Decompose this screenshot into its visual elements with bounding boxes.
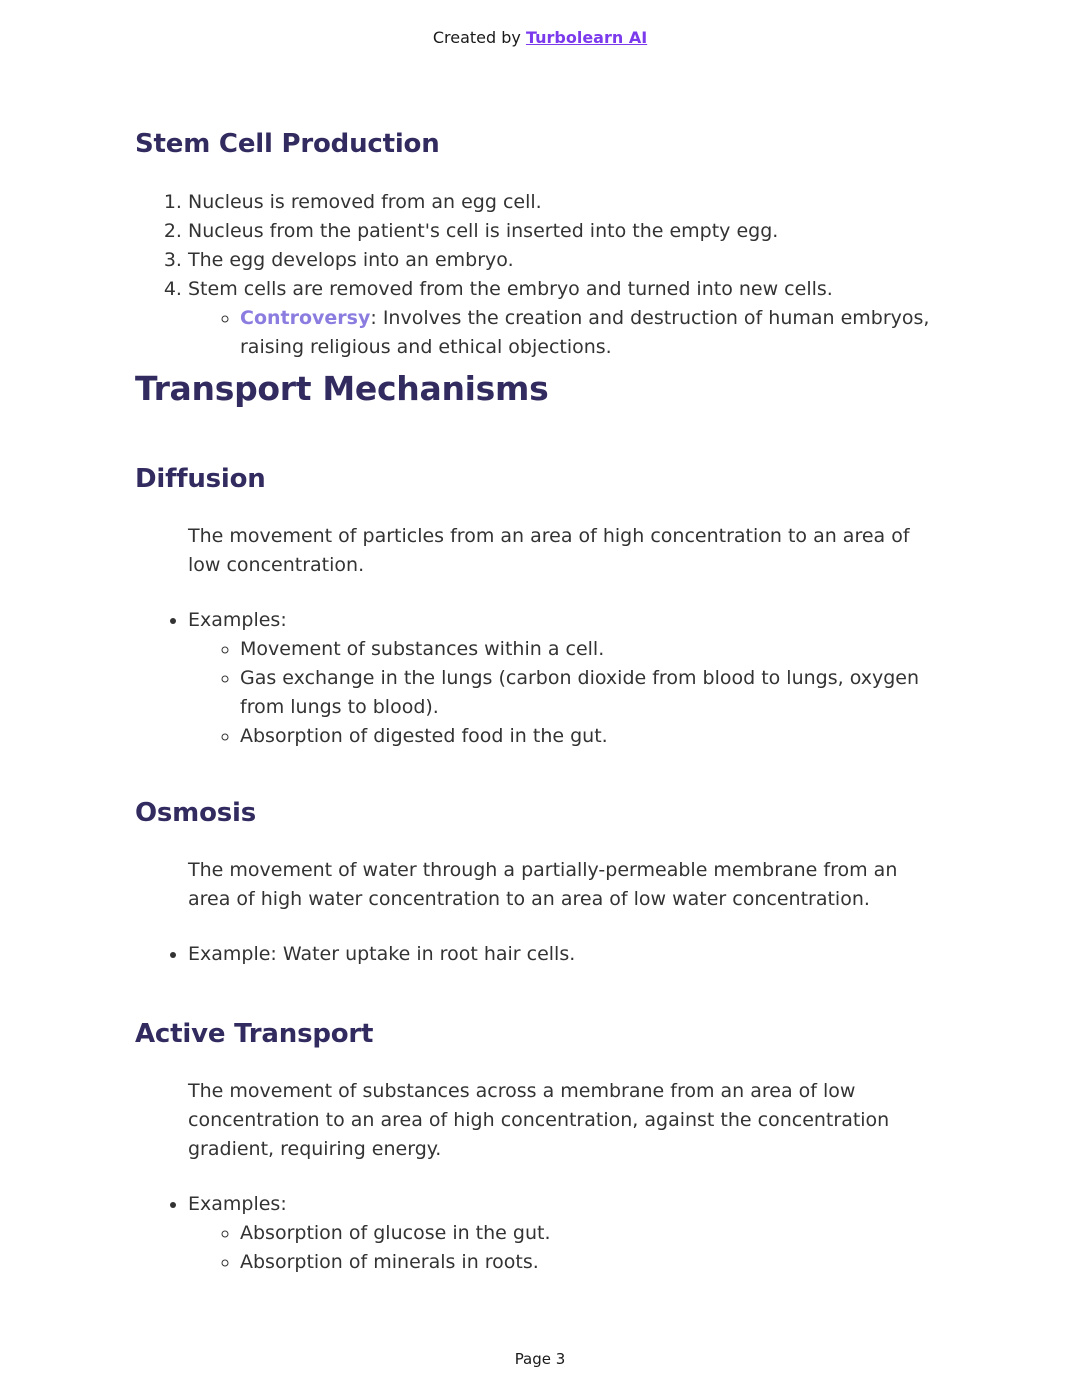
active-transport-definition: The movement of substances across a membrane from an area of low concentration to an area of high concentration, against the concentration gradient, requiring energy. xyxy=(188,1080,890,1160)
list-item xyxy=(188,940,945,969)
osmosis-definition: The movement of water through a partially-permeable membrane from an area of high water concentration to an area of low water concentration. xyxy=(188,859,898,910)
list-item xyxy=(188,188,945,217)
list-item xyxy=(240,635,940,664)
list-item-text: Absorption of minerals in roots. xyxy=(240,1251,539,1273)
controversy-label: Controversy xyxy=(240,307,371,329)
examples-label: Examples: xyxy=(188,1193,287,1215)
list-item xyxy=(240,1219,940,1248)
section-heading-stem-cell-production: Stem Cell Production xyxy=(135,129,440,159)
created-by-text: Created by xyxy=(432,28,526,47)
active-transport-examples-sublist xyxy=(188,1219,940,1277)
section-heading-osmosis: Osmosis xyxy=(135,798,256,828)
list-item xyxy=(240,1248,940,1277)
list-item-text: Stem cells are removed from the embryo and turned into new cells. xyxy=(188,278,833,300)
list-item-text: Absorption of glucose in the gut. xyxy=(240,1222,551,1244)
list-item-text: The egg develops into an embryo. xyxy=(188,249,514,271)
list-item xyxy=(240,722,940,751)
controversy-text: : Involves the creation and destruction of human embryos, raising religious and ethical objections. xyxy=(240,307,930,358)
section-heading-active-transport: Active Transport xyxy=(135,1019,374,1049)
section-heading-diffusion: Diffusion xyxy=(135,464,266,494)
list-item xyxy=(188,246,945,275)
list-item xyxy=(188,606,945,751)
list-item-text: Example: Water uptake in root hair cells. xyxy=(188,943,576,965)
osmosis-example-list xyxy=(135,940,945,969)
document-content xyxy=(0,128,1080,1277)
list-item-text: Absorption of digested food in the gut. xyxy=(240,725,608,747)
document-header xyxy=(0,0,1080,48)
stem-cell-steps-list xyxy=(135,188,945,362)
diffusion-examples-list xyxy=(135,606,945,751)
list-item xyxy=(188,217,945,246)
list-item xyxy=(188,275,945,362)
page-title-transport-mechanisms: Transport Mechanisms xyxy=(135,369,549,408)
list-item xyxy=(188,1190,945,1277)
diffusion-examples-sublist xyxy=(188,635,940,751)
diffusion-definition: The movement of particles from an area of high concentration to an area of low concentration. xyxy=(188,525,910,576)
list-item xyxy=(240,304,940,362)
list-item-text: Gas exchange in the lungs (carbon dioxide from blood to lungs, oxygen from lungs to blood). xyxy=(240,667,920,718)
page-number: Page 3 xyxy=(514,1350,566,1368)
active-transport-examples-list xyxy=(135,1190,945,1277)
list-item-text: Movement of substances within a cell. xyxy=(240,638,605,660)
controversy-sublist xyxy=(188,304,940,362)
list-item-text: Nucleus is removed from an egg cell. xyxy=(188,191,542,213)
examples-label: Examples: xyxy=(188,609,287,631)
list-item xyxy=(240,664,940,722)
turbolearn-brand-link[interactable]: Turbolearn AI xyxy=(525,28,648,47)
list-item-text: Nucleus from the patient's cell is inserted into the empty egg. xyxy=(188,220,779,242)
